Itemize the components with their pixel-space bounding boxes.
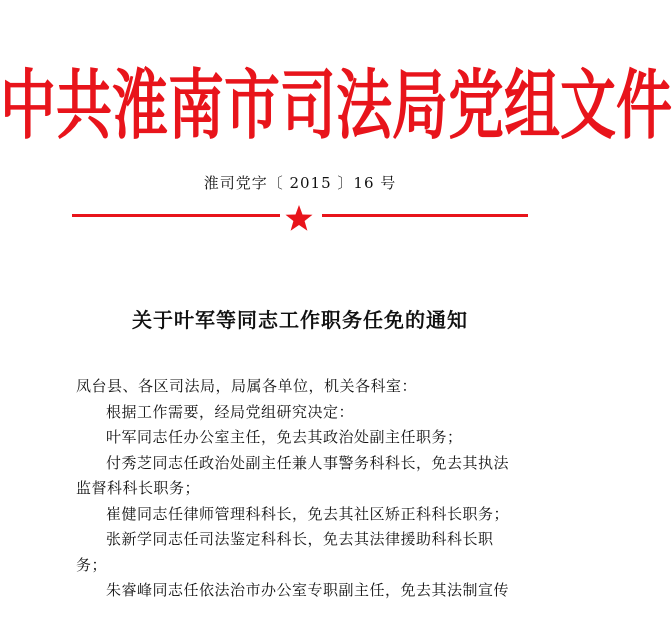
document-title: 关于叶军等同志工作职务任免的通知 [132,308,468,332]
body-line: 付秀芝同志任政治处副主任兼人事警务科科长，免去其执法 [106,453,510,472]
document-masthead: 中共淮南市司法局党组文件 [0,62,672,151]
body-line-salutation: 凤台县、各区司法局，局属各单位，机关各科室： [76,377,418,395]
red-rule-right [322,214,528,217]
star-shape [286,205,313,231]
body-line: 根据工作需要，经局党组研究决定： [106,402,355,421]
red-rule-left [72,214,280,217]
body-line: 叶军同志任办公室主任，免去其政治处副主任职务； [106,428,463,446]
body-line: 务； [76,555,108,574]
red-star-icon [284,203,314,233]
document-number: 淮司党字〔 2015 〕16 号 [203,174,397,192]
body-line: 崔健同志任律师管理科科长，免去其社区矫正科科长职务； [106,504,510,523]
body-line: 张新学同志任司法鉴定科科长，免去其法律援助科科长职 [106,530,494,548]
body-line: 朱睿峰同志任依法治市办公室专职副主任，免去其法制宣传 [106,581,510,599]
body-line: 监督科科长职务； [76,479,201,497]
document-body [76,374,531,604]
